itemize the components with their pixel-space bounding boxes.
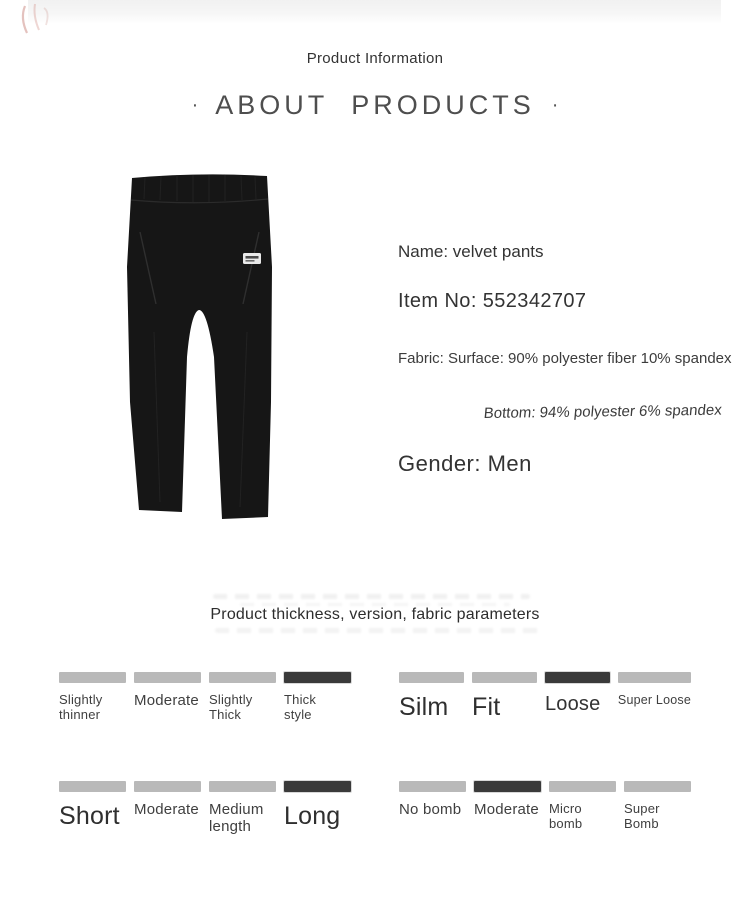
param-group-thickness [59, 672, 351, 722]
param-option [399, 672, 464, 721]
param-option-label: Medium length [209, 801, 264, 835]
title-dot-left: · [191, 94, 199, 116]
param-group-fit [399, 672, 691, 721]
param-option-bar [549, 781, 616, 792]
param-option-label: Short [59, 802, 120, 830]
section-kicker: Product Information [306, 50, 444, 67]
param-option-bar [618, 672, 691, 683]
param-group-length [59, 781, 351, 836]
param-option-label: Moderate [474, 801, 539, 818]
product-image [127, 172, 272, 520]
param-option-bar [59, 672, 126, 683]
param-option [59, 781, 126, 836]
param-option-bar [134, 781, 201, 792]
product-fabric-surface: Fabric: Surface: 90% polyester fiber 10% spandex [398, 350, 732, 367]
watermark-strokes [18, 2, 64, 38]
param-option-label: Silm [399, 693, 449, 721]
title-dot-right: · [551, 94, 559, 116]
param-option [624, 781, 691, 831]
param-option-label: Super Bomb [624, 801, 660, 831]
param-option-bar [472, 672, 537, 683]
translation-artifact [213, 594, 530, 599]
top-fade-band [28, 0, 721, 24]
section-title-row [0, 90, 750, 121]
param-option [59, 672, 126, 722]
param-option [209, 781, 276, 836]
param-option-label: Slightly thinner [59, 692, 103, 722]
param-option-bar [284, 781, 351, 792]
param-option-bar [399, 781, 466, 792]
param-option-bar [284, 672, 351, 683]
param-option [618, 672, 691, 721]
param-option [399, 781, 466, 831]
param-option [549, 781, 616, 831]
param-option-bar [399, 672, 464, 683]
param-option-bar [134, 672, 201, 683]
param-option-label: Slightly Thick [209, 692, 253, 722]
param-option-label: Loose [544, 693, 601, 715]
param-option [472, 672, 537, 721]
param-option-label: No bomb [399, 801, 462, 818]
param-option-bar [59, 781, 126, 792]
param-option [209, 672, 276, 722]
param-option-bar [209, 781, 276, 792]
param-option [284, 781, 351, 836]
section-title: ABOUT PRODUCTS [215, 90, 535, 120]
param-option [545, 672, 610, 721]
param-option-bar [474, 781, 541, 792]
param-option [134, 781, 201, 836]
product-gender: Gender: Men [398, 451, 532, 476]
param-option-label: Moderate [134, 692, 199, 709]
param-option-label: Super Loose [617, 693, 691, 707]
param-option [134, 672, 201, 722]
param-option-bar [209, 672, 276, 683]
product-name: Name: velvet pants [398, 242, 544, 261]
param-option-bar [545, 672, 610, 683]
parameters-heading: Product thickness, version, fabric parameters [210, 606, 540, 623]
product-item-no: Item No: 552342707 [398, 290, 587, 312]
product-fabric-bottom: Bottom: 94% polyester 6% spandex [483, 401, 723, 422]
brand-patch [243, 253, 261, 264]
translation-artifact [215, 628, 545, 633]
param-group-elasticity [399, 781, 691, 831]
param-option [284, 672, 351, 722]
param-option-bar [624, 781, 691, 792]
param-option-label: Thick style [284, 692, 317, 722]
param-option [474, 781, 541, 831]
param-option-label: Long [284, 802, 341, 830]
param-option-label: Fit [471, 693, 501, 721]
param-option-label: Moderate [134, 801, 199, 818]
param-option-label: Micro bomb [549, 801, 583, 831]
